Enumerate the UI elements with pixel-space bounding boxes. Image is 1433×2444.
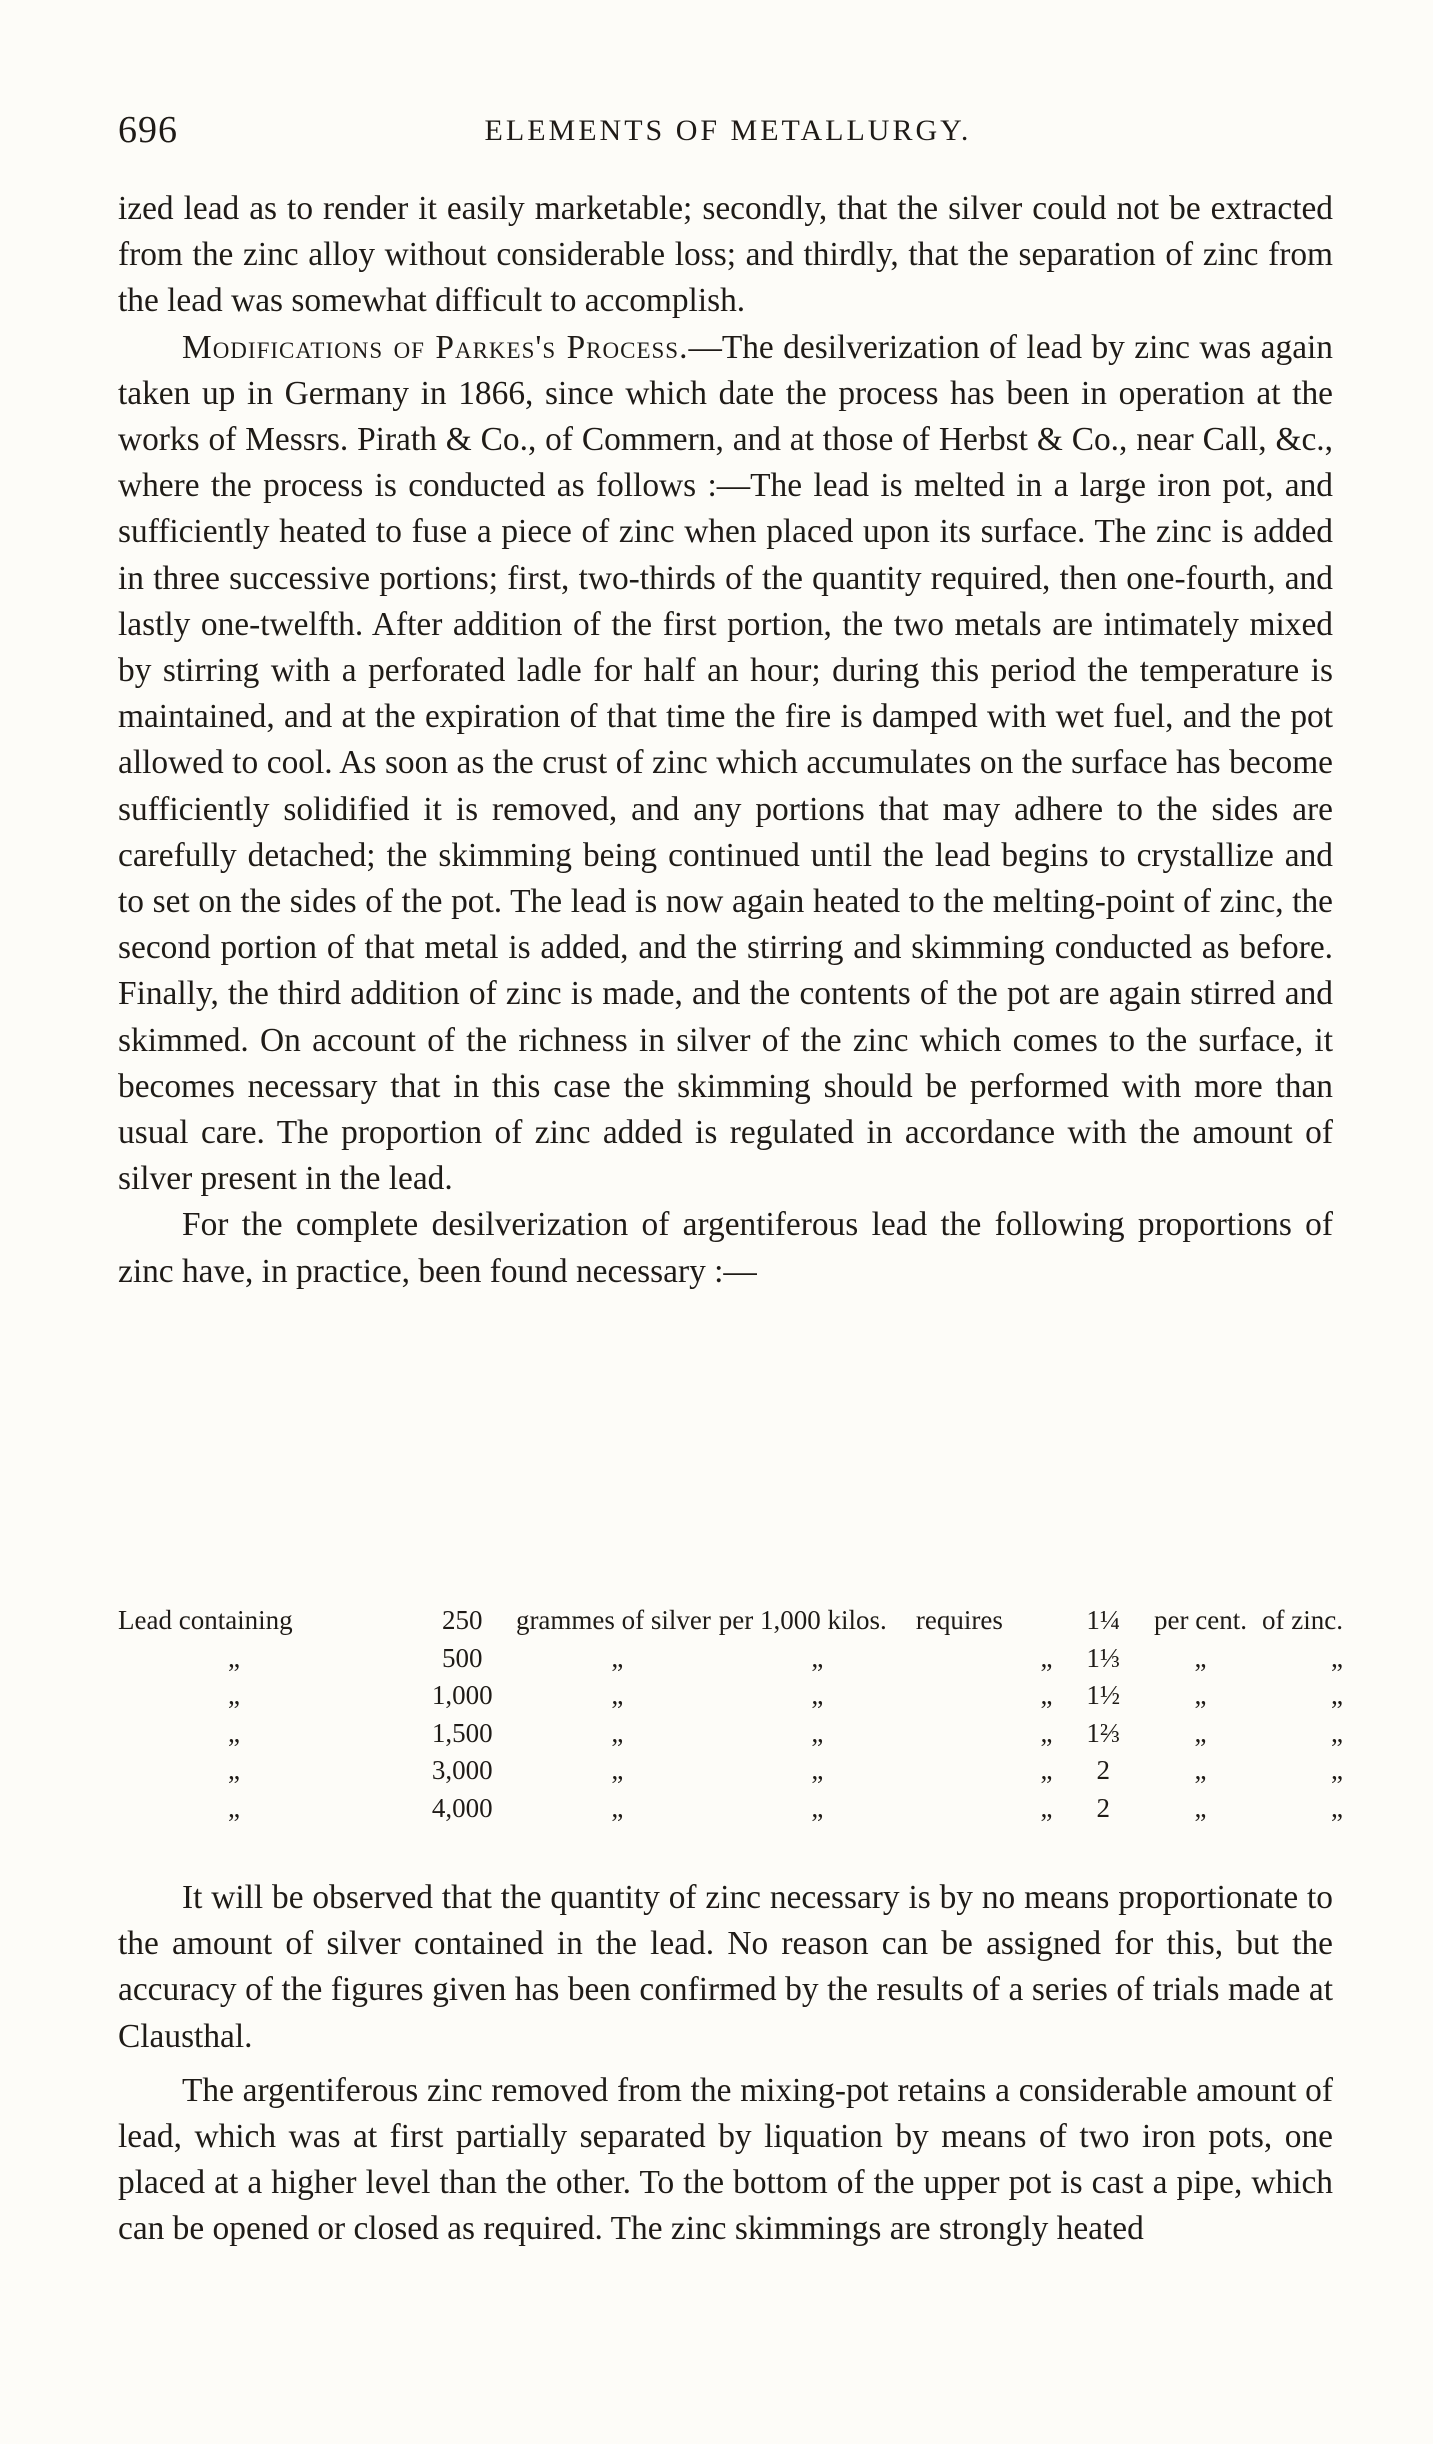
table-cell: Lead containing bbox=[118, 1605, 293, 1635]
table-cell: „ bbox=[1331, 1642, 1343, 1673]
table-cell: 1½ bbox=[1086, 1680, 1121, 1710]
table-cell: „ bbox=[611, 1642, 624, 1673]
table-cell: 2 bbox=[1096, 1755, 1110, 1785]
table-cell: 1¼ bbox=[1086, 1605, 1121, 1635]
table-row bbox=[118, 1640, 1343, 1678]
paragraph-observation: It will be observed that the quantity of zinc necessary is by no means proportionate to the amount of silver contained in the lead. No reason can be assigned for this, but the accuracy of the figures given has been confirmed by the results of a series of trials made at Clausthal. bbox=[118, 1879, 1333, 2055]
table-cell: 2 bbox=[1096, 1792, 1110, 1823]
table-cell: „ bbox=[811, 1717, 824, 1748]
table-cell: 1⅓ bbox=[1086, 1642, 1121, 1673]
table-cell: „ bbox=[611, 1792, 624, 1823]
table-cell: 1,000 bbox=[431, 1680, 493, 1710]
table-cell: „ bbox=[811, 1680, 824, 1710]
table-row bbox=[118, 1715, 1343, 1753]
page-number: 696 bbox=[118, 109, 178, 151]
table-cell: „ bbox=[228, 1680, 240, 1710]
table-cell: 500 bbox=[442, 1642, 483, 1673]
table-cell: „ bbox=[611, 1717, 624, 1748]
table-cell: „ bbox=[228, 1642, 240, 1673]
table-cell: „ bbox=[811, 1642, 824, 1673]
table-cell: „ bbox=[1040, 1680, 1053, 1710]
table-cell: of zinc. bbox=[1262, 1605, 1343, 1635]
table-cell: grammes of silver bbox=[515, 1605, 711, 1635]
zinc-proportions-table bbox=[118, 1602, 1343, 1827]
paragraph-modifications: Modifications of Parkes's Process.—The desilverization of lead by zinc was again taken up in Germany in 1866, since which date the process has been in operation at the works of Messrs. Pirath & Co., of Commern, and at those of Herbst & Co., near Call, &c., where the process is conducted as follows :—The lead is melted in a large iron pot, and sufficiently heated to fuse a piece of zinc when placed upon its surface. The zinc is added in three successive portions; first, two-thirds of the quantity required, then one-fourth, and lastly one-twelfth. After addition of the first portion, the two metals are intimately mixed by stirring with a perforated ladle for half an hour; during this period the temperature is maintained, and at the expiration of that time the fire is damped with wet fuel, and the pot allowed to cool. As soon as the crust of zinc which accumulates on the surface has become sufficiently solidified it is removed, and any portions that may adhere to the sides are carefully detached; the skimming being continued until the lead begins to crystallize and to set on the sides of the pot. The lead is now again heated to the melting-point of zinc, the second portion of that metal is added, and the stirring and skimming conducted as before. Finally, the third addition of zinc is made, and the contents of the pot are again stirred and skimmed. On account of the richness in silver of the zinc which comes to the surface, it becomes necessary that in this case the skimming should be performed with more than usual care. The proportion of zinc added is regulated in accordance with the amount of silver present in the lead. bbox=[118, 328, 1333, 1198]
table-cell: „ bbox=[1331, 1680, 1343, 1710]
table-cell: „ bbox=[1040, 1755, 1053, 1785]
table-cell: „ bbox=[228, 1717, 240, 1748]
table-cell: „ bbox=[1194, 1680, 1207, 1710]
table-cell: „ bbox=[1040, 1717, 1053, 1748]
table-cell: „ bbox=[1194, 1792, 1207, 1823]
paragraph-argentiferous-zinc: The argentiferous zinc removed from the mixing-pot retains a considerable amount of lead, which was at first partially separated by liquation by means of two iron pots, one placed at a higher level than the other. To the bottom of the upper pot is cast a pipe, which can be opened or closed as required. The zinc skimmings are strongly heated bbox=[118, 2071, 1333, 2248]
table-cell: 250 bbox=[442, 1605, 483, 1635]
table-cell: „ bbox=[1194, 1642, 1207, 1673]
table-cell: „ bbox=[1331, 1717, 1343, 1748]
table-cell: 1,500 bbox=[431, 1717, 493, 1748]
table-cell: „ bbox=[1194, 1717, 1207, 1748]
table-cell: per 1,000 kilos. bbox=[718, 1605, 887, 1635]
table-cell: 3,000 bbox=[431, 1755, 493, 1785]
table-cell: requires bbox=[915, 1605, 1003, 1635]
table-cell: 1⅔ bbox=[1086, 1717, 1121, 1748]
table-row bbox=[118, 1752, 1343, 1790]
table-cell: „ bbox=[228, 1792, 240, 1823]
table-cell: „ bbox=[1331, 1755, 1343, 1785]
table-cell: „ bbox=[1040, 1792, 1053, 1823]
table-cell: „ bbox=[1331, 1792, 1343, 1823]
table-cell: „ bbox=[1040, 1642, 1053, 1673]
table-row bbox=[118, 1602, 1343, 1640]
table-cell: 4,000 bbox=[431, 1792, 493, 1823]
table-row bbox=[118, 1790, 1343, 1828]
table-cell: „ bbox=[611, 1680, 624, 1710]
running-title: ELEMENTS OF METALLURGY. bbox=[484, 114, 972, 147]
paragraph-proportions-intro: For the complete desilverization of argentiferous lead the following proportions of zinc have, in practice, been found necessary :— bbox=[118, 1206, 1333, 1290]
table-row bbox=[118, 1677, 1343, 1715]
table-cell: per cent. bbox=[1154, 1605, 1247, 1635]
table-cell: „ bbox=[1194, 1755, 1207, 1785]
table-cell: „ bbox=[811, 1792, 824, 1823]
body-text-upper bbox=[118, 186, 1333, 1295]
table-cell: „ bbox=[228, 1755, 240, 1785]
paragraph-continued: ized lead as to render it easily marketable; secondly, that the silver could not be extracted from the zinc alloy without considerable loss; and thirdly, that the separation of zinc from the lead was somewhat difficult to accomplish. bbox=[118, 190, 1333, 320]
section-heading: Modifications of Parkes's Process. bbox=[182, 328, 689, 366]
table-cell: „ bbox=[611, 1755, 624, 1785]
table-cell: „ bbox=[811, 1755, 824, 1785]
body-text-lower bbox=[118, 1875, 1333, 2253]
page-header bbox=[118, 108, 1338, 158]
